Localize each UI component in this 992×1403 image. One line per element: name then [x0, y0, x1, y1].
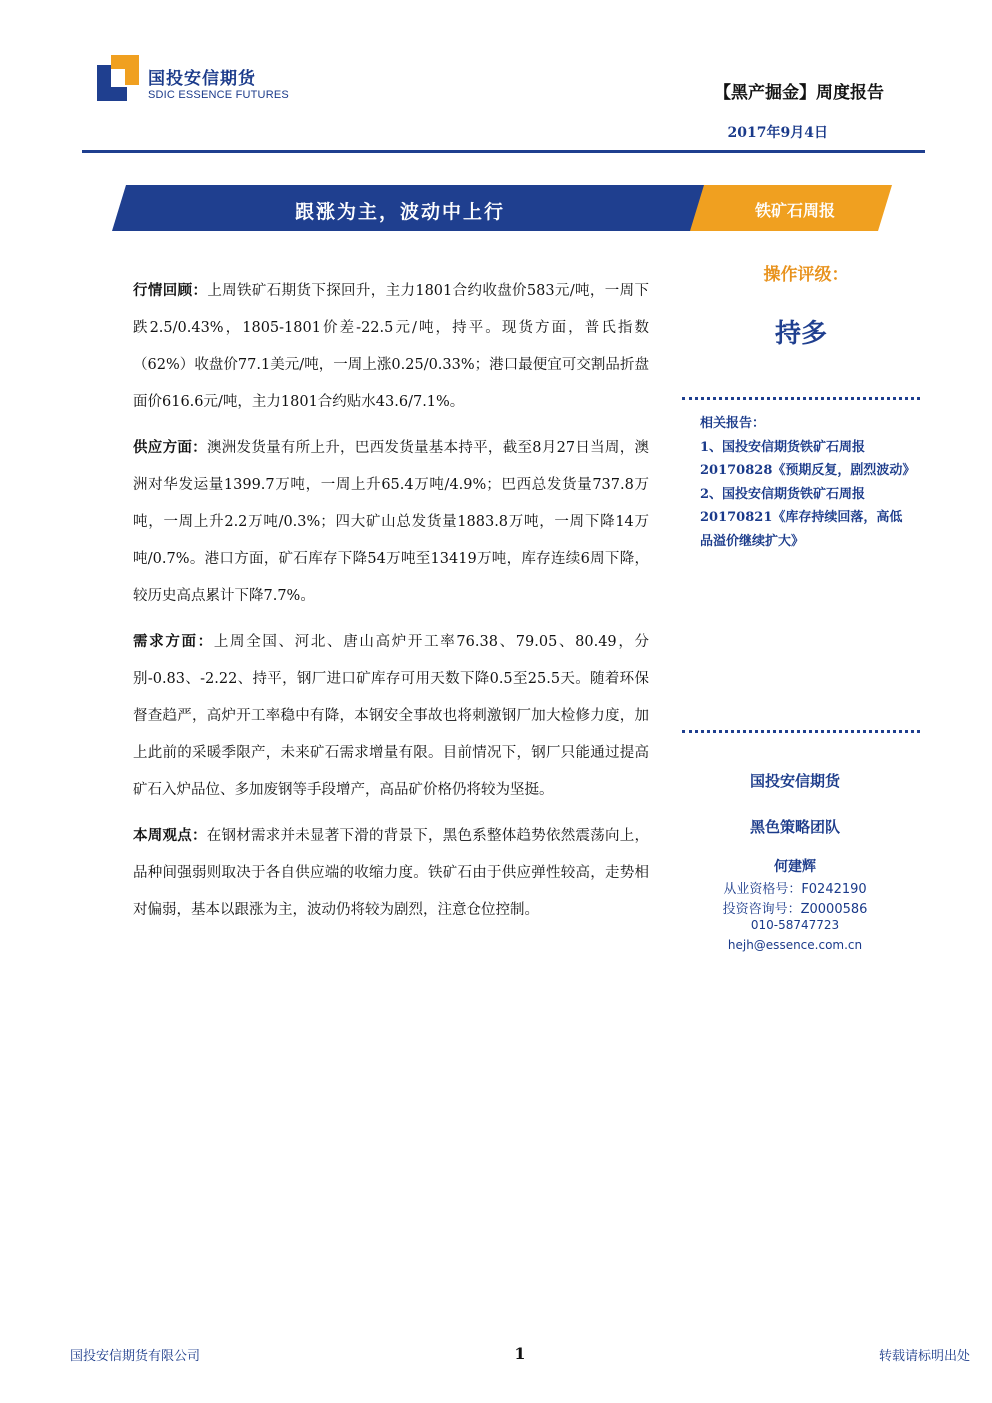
section-heading: 供应方面：	[133, 439, 207, 456]
company-name-cn: 国投安信期货	[148, 69, 256, 89]
section-text: 上周全国、河北、唐山高炉开工率76.38、79.05、80.49，分别-0.83、-2.22、持平，钢厂进口矿库存可用天数下降0.5至25.5天。随着环保督查趋严，高炉开工率稳中有降，本钢安全事故也将刺激钢厂加大检修力度，加上此前的采暖季限产，未来矿石需求增量有限。目前情况下，钢厂只能通过提高矿石入炉品位、多加废钢等手段增产，高品矿价格仍将较为坚挺。	[133, 634, 649, 798]
sidebar-company: 国投安信期货	[749, 772, 840, 790]
sidebar-divider	[682, 397, 920, 400]
qualification-number: 从业资格号：F0242190	[723, 882, 867, 897]
supply-section	[133, 429, 649, 615]
section-heading: 行情回顾：	[133, 282, 208, 299]
company-logo-icon	[97, 55, 139, 101]
rating-label: 操作评级：	[763, 265, 849, 285]
footer-notice: 转载请标明出处	[878, 1349, 970, 1364]
related-report-link[interactable]: 2、国投安信期货铁矿石周报20170821《库存持续回落，高低品溢价继续扩大》	[700, 486, 903, 549]
sidebar-team: 黑色策略团队	[749, 818, 840, 836]
email-link[interactable]: hejh@essence.com.cn	[727, 938, 863, 952]
company-name-en: SDIC ESSENCE FUTURES	[148, 89, 289, 101]
report-type: 【黑产掘金】周度报告	[714, 83, 884, 103]
report-date: 2017年9月4日	[727, 125, 828, 141]
section-heading: 需求方面：	[133, 633, 214, 650]
main-content	[133, 272, 649, 937]
rating-value: 持多	[774, 319, 827, 349]
footer-company: 国投安信期货有限公司	[70, 1349, 201, 1364]
phone-number: 010-58747723	[750, 918, 840, 932]
related-report-link[interactable]: 1、国投安信期货铁矿石周报20170828《预期反复，剧烈波动》	[700, 439, 916, 478]
section-text: 在钢材需求并未显著下滑的背景下，黑色系整体趋势依然震荡向上，品种间强弱则取决于各自供应端的收缩力度。铁矿石由于供应弹性较高，走势相对偏弱，基本以跟涨为主，波动仍将较为剧烈，注意仓位控制。	[133, 828, 649, 918]
market-review-section	[133, 272, 649, 421]
header-divider	[82, 150, 925, 153]
section-heading: 本周观点：	[133, 827, 207, 844]
page-number: 1	[514, 1344, 526, 1363]
report-category: 铁矿石周报	[754, 201, 835, 220]
related-reports	[700, 412, 916, 553]
sidebar-divider	[682, 730, 920, 733]
related-reports-title: 相关报告：	[700, 416, 766, 431]
weekly-view-section	[133, 817, 649, 929]
demand-section	[133, 623, 649, 809]
consult-number: 投资咨询号：Z0000586	[722, 902, 868, 917]
report-title: 跟涨为主，波动中上行	[294, 201, 505, 223]
section-text: 上周铁矿石期货下探回升，主力1801合约收盘价583元/吨，一周下跌2.5/0.43%，1805-1801价差-22.5元/吨，持平。现货方面，普氏指数（62%）收盘价77.1美元/吨，一周上涨0.25/0.33%；港口最便宜可交割品折盘面价616.6元/吨，主力1801合约贴水43.6/7.1%。	[133, 283, 650, 410]
section-text: 澳洲发货量有所上升，巴西发货量基本持平，截至8月27日当周，澳洲对华发运量1399.7万吨，一周上升65.4万吨/4.9%；巴西总发货量737.8万吨，一周上升2.2万吨/0.3%；四大矿山总发货量1883.8万吨，一周下降14万吨/0.7%。港口方面，矿石库存下降54万吨至13419万吨，库存连续6周下降，较历史高点累计下降7.7%。	[133, 440, 649, 604]
analyst-name: 何建辉	[774, 859, 816, 875]
